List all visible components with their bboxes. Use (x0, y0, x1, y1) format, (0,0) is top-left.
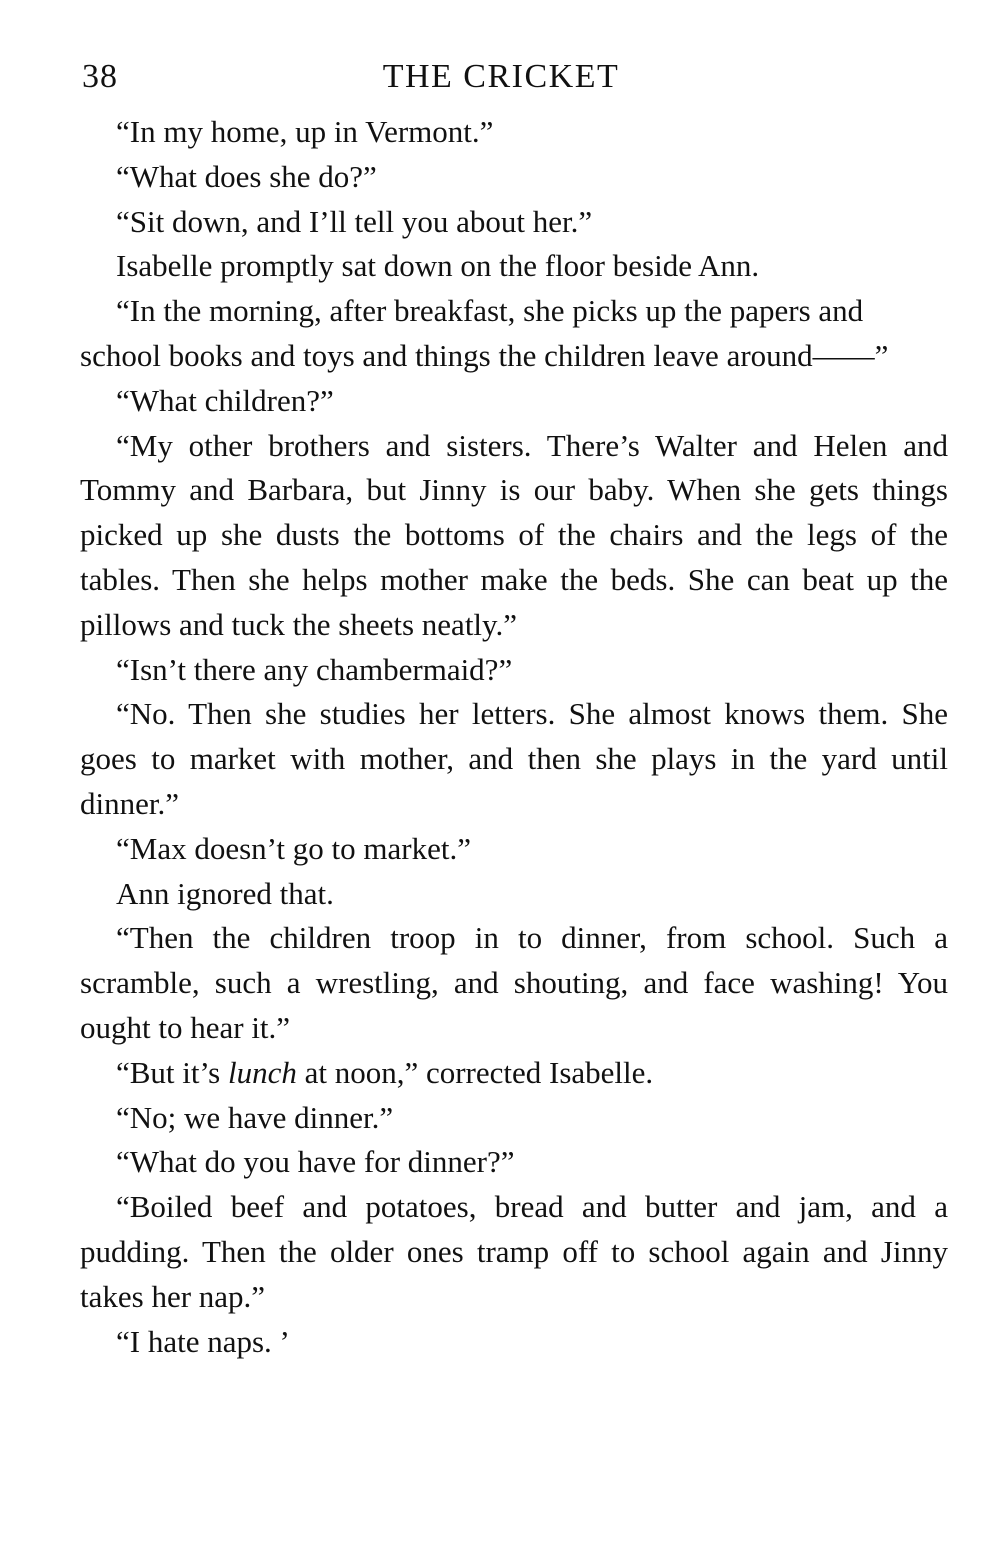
paragraph: “No; we have dinner.” (116, 1099, 394, 1135)
paragraph: “What does she do?” (116, 158, 377, 194)
paragraph: “Isn’t there any chambermaid?” (116, 651, 513, 687)
paragraph: “No. Then she studies her letters. She almost knows them. She goes to market with mother, and then she plays in the yard until dinner.” (80, 696, 948, 821)
paragraph: “My other brothers and sisters. There’s Walter and Helen and Tommy and Barbara, but Jinny is our baby. When she gets things picked up she dusts the bottoms of the chairs and the legs of the tables. Then she helps mother make the beds. She can beat up the pillows and tuck the sheets neatly.” (80, 427, 948, 642)
paragraph: “Sit down, and I’ll tell you about her.” (116, 203, 593, 239)
paragraph: Ann ignored that. (116, 875, 334, 911)
paragraph-text: at noon,” corrected Isabelle. (296, 1054, 654, 1090)
page-number: 38 (82, 58, 118, 95)
paragraph: “Boiled beef and potatoes, bread and butter and jam, and a pudding. Then the older ones tramp off to school again and Jinny takes her nap.” (80, 1189, 948, 1314)
italic-word: lunch (227, 1054, 297, 1090)
body-text (80, 110, 948, 1364)
paragraph-text: “But it’s (116, 1054, 228, 1090)
paragraph: “What children?” (116, 382, 334, 418)
page-header (82, 52, 950, 102)
running-head: THE CRICKET (382, 58, 620, 95)
paragraph: “Max doesn’t go to market.” (116, 830, 471, 866)
paragraph: “I hate naps. ’ (116, 1323, 290, 1359)
paragraph: Isabelle promptly sat down on the floor beside Ann. (116, 248, 760, 284)
paragraph: “In my home, up in Vermont.” (116, 114, 494, 149)
paragraph (80, 1051, 948, 1096)
paragraph: “In the morning, after breakfast, she picks up the papers and school books and toys and things the children leave around——” (80, 293, 889, 373)
paragraph: “What do you have for dinner?” (116, 1144, 515, 1180)
paragraph: “Then the children troop in to dinner, from school. Such a scramble, such a wrestling, and shouting, and face washing! You ought to hear it.” (80, 920, 948, 1045)
